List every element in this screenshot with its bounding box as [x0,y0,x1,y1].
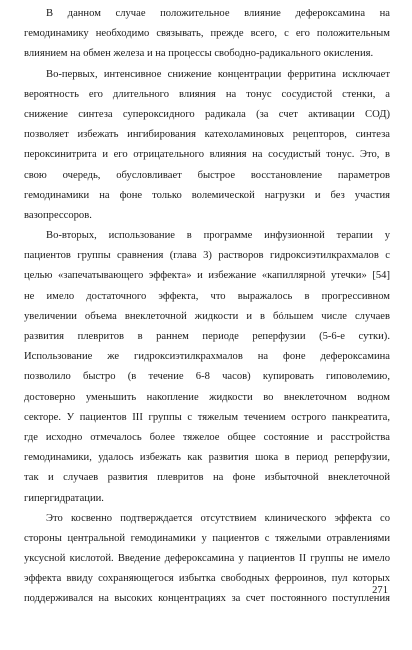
text-line: влиянием на обмен железа и на процессы свободно-радикального окисления. [24,48,374,60]
text-line: гемодинамику необходимо связывать, прежде всего, с его положительным [24,28,390,40]
text-line: не имело достаточного эффекта, что выражалось в прогрессивном [24,290,390,302]
text-line: стороны центральной гемодинамики у пациентов с тяжелыми отравлениями [24,532,390,544]
text-line: уксусной кислотой. Введение дефероксамина у пациентов II группы не имело [24,553,390,565]
text-line: развития плевритов в раннем периоде реперфузии (5-6-е сутки). [24,331,390,342]
text-line: эффекта ввиду сохраняющегося избытка свободных ферроинов, пул которых [24,573,390,585]
text-line: вероятность его длительного влияния на тонус сосудистой стенки, а [24,88,390,100]
text-line: увеличении объема внеклеточной жидкости и в бóльшем числе случаев [24,310,390,322]
text-line: так и случаев развития плевритов на фоне избыточной внеклеточной [24,472,390,484]
text-line: достоверно уменьшить накопление жидкости во внеклеточном водном [24,391,390,403]
text-line: Во-вторых, использование в программе инфузионной терапии у [46,230,390,242]
text-line: Использование же гидроксиэтилкрахмалов на фоне дефероксамина [24,351,390,363]
text-line: свою очередь, обусловливает быстрое восстановление параметров [24,169,390,181]
text-line: позволило быстро (в течение 6-8 часов) купировать гиповолемию, [24,371,390,383]
text-line: В данном случае положительное влияние дефероксамина на [46,8,390,19]
text-line: поддерживался на высоких концентрациях за счет постоянного поступления [24,593,390,605]
page-number: 271 [372,585,388,596]
text-line: секторе. У пациентов III группы с тяжелым течением острого панкреатита, [24,411,390,423]
text-line: Во-первых, интенсивное снижение концентрации ферритина исключает [46,68,390,80]
text-line: целью «запечатывающего эффекта» и избежание «капиллярной утечки» [54] [24,270,390,282]
text-line: позволяет избежать ингибирования катехоламиновых рецепторов, синтеза [24,129,390,141]
text-line: вазопрессоров. [24,209,92,221]
text-line: пероксинитрита и его отрицательного влияния на сосудистый тонус. Это, в [24,149,390,161]
body-text [24,4,390,610]
text-line: гемодинамики на фоне только волемической нагрузки и без участия [24,189,390,201]
text-line: пациентов группы сравнения (глава 3) растворов гидроксиэтилкрахмалов с [24,250,390,262]
text-line: Это косвенно подтверждается отсутствием клинического эффекта со [46,512,390,524]
text-line: гемодинамики, удалось избежать как развития шока в период реперфузии, [24,452,390,464]
text-line: где исходно отмечалось более тяжелое общее состояние и расстройства [24,431,390,443]
text-line: снижение синтеза супероксидного радикала (за счет активации СОД) [24,108,390,120]
text-line: гипергидратации. [24,492,104,504]
